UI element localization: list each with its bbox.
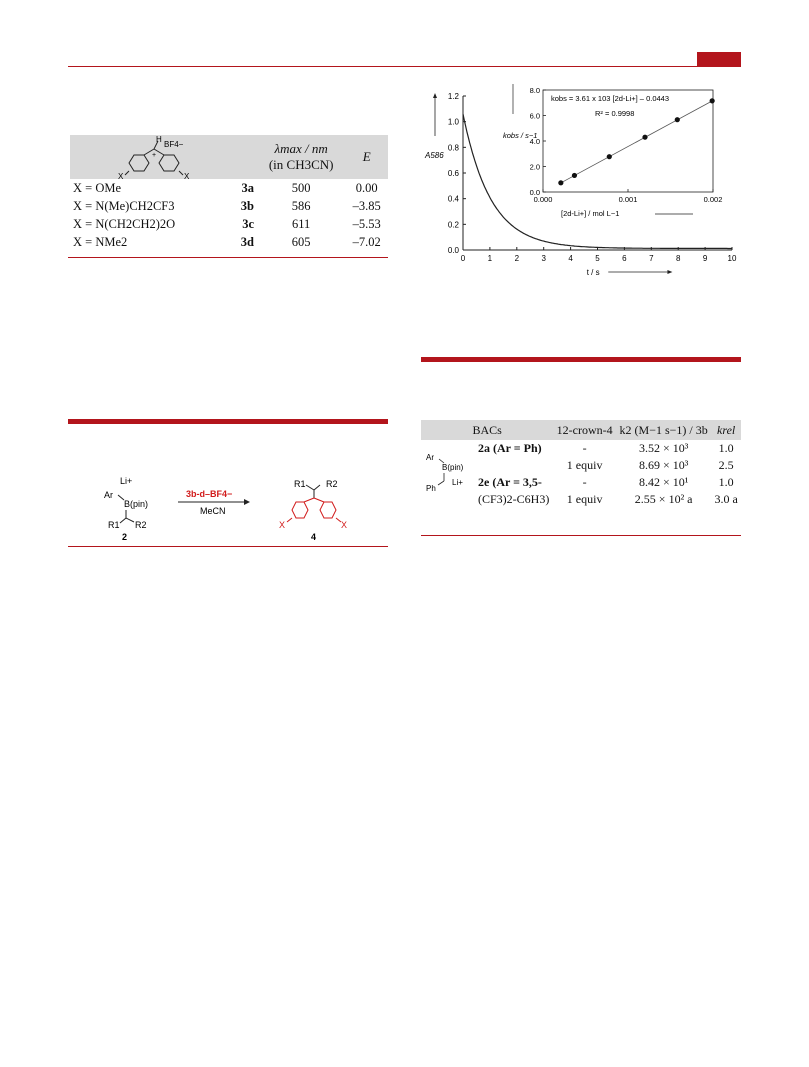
e-cell: –7.02: [352, 234, 381, 249]
lambda-cell: 605: [291, 234, 311, 249]
inset-data-point: [572, 173, 577, 178]
table-bac-rates: [421, 420, 741, 508]
table-row: [421, 440, 741, 457]
product-r1-label: R1: [294, 479, 306, 489]
y-axis-label: A586: [425, 151, 444, 160]
crown-cell: 1 equiv: [566, 492, 603, 506]
product-structure: [279, 479, 347, 540]
bac-cell: [475, 457, 553, 474]
bac-cell: [475, 440, 553, 457]
y-axis-arrowhead: [433, 93, 437, 98]
product-right-ring: [320, 502, 336, 518]
e-cell: 0.00: [355, 180, 378, 195]
product-x-right: X: [341, 520, 348, 530]
r1-label: R1: [108, 520, 120, 530]
solvent-label: (in CH3CN): [268, 157, 334, 172]
inset-data-point: [675, 117, 680, 122]
lambda-cell: 500: [291, 180, 311, 195]
header-tab: [697, 52, 741, 66]
y-tick-label: 0.8: [447, 143, 459, 153]
kinetics-chart: [415, 78, 745, 288]
y-tick-label: 0.6: [447, 169, 459, 178]
inset-data-point: [607, 154, 612, 159]
reaction-arrowhead: [244, 499, 250, 505]
substituent-cell: X = N(Me)CH2CF3: [73, 198, 175, 213]
bpin-label: B(pin): [124, 499, 149, 509]
product-left-ring: [292, 502, 308, 518]
substituent-cell: X = OMe: [73, 180, 122, 195]
header-krel: krel: [717, 422, 736, 437]
table-row: [70, 179, 388, 197]
inset-y-tick-label: 6.0: [529, 111, 540, 121]
inset-y-tick-label: 2.0: [529, 162, 540, 172]
inset-x-axis-label: [2d-Li+] / mol L−1: [561, 209, 620, 218]
table-row: [70, 197, 388, 215]
scheme-top-bar: [68, 419, 388, 424]
left-ring: [129, 155, 149, 171]
k2-cell: 2.55 × 10² a: [634, 492, 693, 506]
bac-2e-label: 2e (Ar = 3,5-: [478, 475, 542, 489]
table2-header-row: [421, 420, 741, 440]
x-tick-label: 9: [702, 254, 708, 263]
y-tick-label: 1.0: [447, 117, 459, 127]
x-tick-label: 1: [487, 254, 493, 263]
bac-ar-label: Ar: [426, 453, 434, 462]
krel-cell: 1.0: [718, 475, 734, 489]
compound-4-label: 4: [311, 532, 317, 540]
x-right-label: X: [184, 172, 190, 179]
table-row: [70, 215, 388, 233]
x-tick-label: 7: [649, 254, 654, 263]
k2-cell: 8.42 × 10¹: [638, 475, 689, 489]
k2-cell: 3.52 × 10³: [638, 441, 689, 455]
inset-y-tick-label: 8.0: [529, 86, 540, 95]
compound-cell: 3b: [240, 198, 254, 213]
diaryl-cation-structure: [110, 135, 280, 179]
bac-ph-label: Ph: [426, 484, 436, 493]
e-cell: –5.53: [352, 216, 381, 231]
li-label: Li+: [120, 476, 133, 486]
crown-cell: -: [582, 475, 587, 489]
header-bacs: BACs: [472, 422, 502, 437]
x-tick-label: 2: [514, 254, 520, 263]
inset-equation: kobs = 3.61 x 103 [2d-Li+] – 0.0443: [551, 94, 670, 103]
inset-data-point: [558, 180, 563, 185]
inset-data-point: [710, 98, 715, 103]
x-tick-label: 0: [460, 254, 466, 263]
krel-cell: 3.0 a: [714, 492, 738, 506]
bac-li-label: Li+: [452, 478, 463, 487]
reagent-label: 3b-d–BF4−: [186, 489, 233, 499]
lambda-label: λmax / nm: [274, 141, 328, 156]
ar-label: Ar: [104, 490, 113, 500]
inset-x-tick-label: 0.000: [533, 195, 553, 204]
header-k2: k2 (M−1 s−1) / 3b: [619, 422, 708, 437]
solvent-label: MeCN: [200, 506, 226, 516]
table2-bottom-rule: [421, 535, 741, 536]
decay-plot: [424, 92, 737, 277]
bac-structure-cell: [421, 440, 475, 508]
h-label: H: [156, 135, 162, 144]
header-crown: 12-crown-4: [556, 422, 613, 437]
inset-data-point: [642, 135, 647, 140]
right-ring: [159, 155, 179, 171]
compound-cell: 3d: [240, 234, 254, 249]
compound-2-label: 2: [122, 532, 128, 540]
x-tick-label: 3: [541, 254, 546, 263]
table-row: [70, 233, 388, 251]
reactant-structure: [104, 476, 148, 540]
inset-x-tick-label: 0.002: [703, 195, 723, 204]
y-tick-label: 0.4: [447, 194, 459, 204]
compound-cell: 3c: [242, 216, 254, 231]
x-tick-label: 8: [675, 254, 681, 263]
plus-charge: +: [152, 152, 157, 159]
compound-cell: 3a: [241, 180, 254, 195]
inset-fit-line: [559, 101, 713, 184]
inset-r2: R² = 0.9998: [595, 109, 635, 118]
crown-cell: 1 equiv: [566, 458, 603, 472]
crown-cell: -: [582, 441, 587, 455]
substituent-cell: X = NMe2: [73, 234, 128, 249]
inset-x-tick-label: 0.001: [618, 195, 638, 204]
y-tick-label: 1.2: [447, 92, 459, 101]
inset-y-tick-label: 0.0: [529, 188, 540, 197]
e-header: E: [362, 149, 371, 164]
y-tick-label: 0.0: [447, 246, 459, 255]
table1-bottom-rule: [68, 257, 388, 258]
inset-y-axis-label: kobs / s−1: [503, 131, 538, 140]
x-tick-label: 5: [595, 254, 600, 263]
header-rule: [68, 66, 741, 67]
lambda-cell: 586: [291, 198, 311, 213]
scheme-bottom-rule: [68, 546, 388, 547]
x-tick-label: 6: [622, 254, 627, 263]
product-r2-label: R2: [326, 479, 338, 489]
krel-cell: 1.0: [718, 441, 734, 455]
r2-label: R2: [135, 520, 147, 530]
substituent-cell: X = N(CH2CH2)2O: [73, 216, 176, 231]
cation-structure-cell: [70, 135, 257, 179]
bac-2a-label: 2a (Ar = Ph): [478, 441, 542, 455]
x-axis-arrowhead: [667, 270, 672, 274]
k2-cell: 8.69 × 10³: [638, 458, 689, 472]
bf4-label: BF4−: [164, 140, 184, 149]
bac-cell: [475, 474, 553, 491]
x-left-label: X: [118, 172, 124, 179]
bac-bpin-label: B(pin): [442, 463, 464, 472]
inset-plot: [503, 84, 722, 218]
table1-header-row: [70, 135, 388, 179]
krel-cell: 2.5: [718, 458, 734, 472]
table-cation-properties: [70, 135, 388, 251]
inset-frame: [543, 90, 713, 192]
y-tick-label: 0.2: [447, 220, 459, 230]
product-x-left: X: [279, 520, 286, 530]
x-tick-label: 10: [727, 254, 737, 263]
table2-top-bar: [421, 357, 741, 362]
bac-structure: [424, 447, 472, 497]
x-tick-label: 4: [568, 254, 573, 263]
bac-cell: (CF3)2-C6H3): [478, 492, 550, 506]
inset-y-tick-label: 4.0: [529, 137, 540, 146]
x-axis-label: t / s: [586, 268, 600, 277]
reaction-scheme: [68, 440, 388, 540]
lambda-cell: 611: [292, 216, 311, 231]
e-cell: –3.85: [352, 198, 381, 213]
